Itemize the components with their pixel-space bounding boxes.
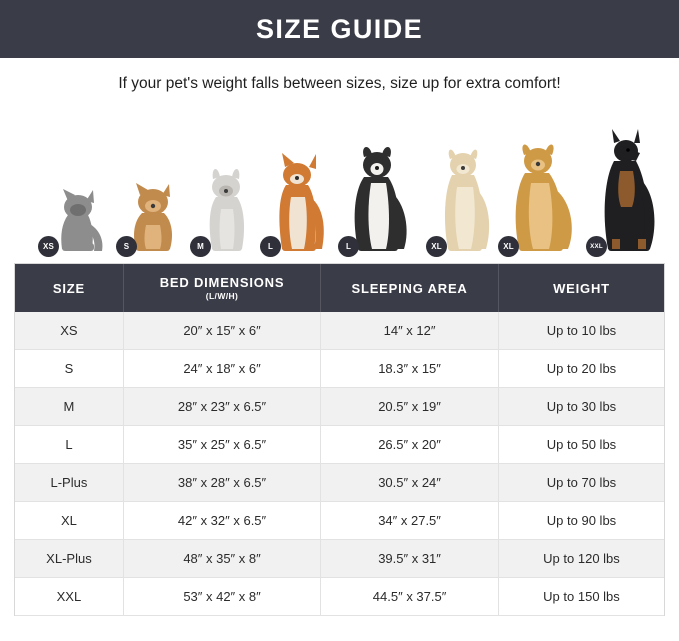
- cell-size: XXL: [15, 578, 123, 616]
- cell-dimensions: 38″ x 28″ x 6.5″: [123, 464, 320, 502]
- size-table: [15, 264, 664, 616]
- pet-m: [196, 163, 258, 255]
- cell-dimensions: 48″ x 35″ x 8″: [123, 540, 320, 578]
- table-header-row: [15, 264, 664, 312]
- cell-sleeping-area: 34″ x 27.5″: [321, 502, 499, 540]
- cell-sleeping-area: 26.5″ x 20″: [321, 426, 499, 464]
- cell-weight: Up to 120 lbs: [498, 540, 664, 578]
- pet-l-2: [344, 143, 418, 255]
- cat-icon: [44, 183, 110, 255]
- cell-sleeping-area: 18.3″ x 15″: [321, 350, 499, 388]
- subtitle-container: [0, 58, 679, 110]
- pet-xl-1: [432, 143, 498, 255]
- table-row: [15, 464, 664, 502]
- column-header-weight: [498, 264, 664, 312]
- cell-sleeping-area: 20.5″ x 19″: [321, 388, 499, 426]
- cell-weight: Up to 50 lbs: [498, 426, 664, 464]
- border-collie-icon: [344, 143, 418, 255]
- cell-size: M: [15, 388, 123, 426]
- cell-size: S: [15, 350, 123, 388]
- cell-dimensions: 24″ x 18″ x 6″: [123, 350, 320, 388]
- column-header-bed-dimensions-sub: (L/W/H): [205, 291, 239, 301]
- pet-l-1: [266, 153, 332, 255]
- cell-dimensions: 42″ x 32″ x 6.5″: [123, 502, 320, 540]
- pet-xs: [44, 183, 110, 255]
- column-header-size-label: SIZE: [52, 280, 85, 296]
- cell-sleeping-area: 39.5″ x 31″: [321, 540, 499, 578]
- cell-dimensions: 35″ x 25″ x 6.5″: [123, 426, 320, 464]
- cell-sleeping-area: 30.5″ x 24″: [321, 464, 499, 502]
- table-header: [15, 264, 664, 312]
- column-header-weight-label: WEIGHT: [553, 280, 610, 296]
- cell-size: L-Plus: [15, 464, 123, 502]
- cell-weight: Up to 20 lbs: [498, 350, 664, 388]
- header-banner: [0, 0, 679, 58]
- pet-size-badge: M: [190, 236, 211, 257]
- doberman-icon: [592, 129, 666, 255]
- french-bulldog-icon: [196, 163, 258, 255]
- pomeranian-icon: [122, 175, 184, 255]
- column-header-bed-dimensions: [123, 264, 320, 312]
- subtitle-text: If your pet's weight falls between sizes, size up for extra comfort!: [118, 75, 561, 92]
- cell-weight: Up to 10 lbs: [498, 312, 664, 350]
- column-header-size: [15, 264, 123, 312]
- cell-size: XL-Plus: [15, 540, 123, 578]
- table-row: [15, 312, 664, 350]
- cell-dimensions: 53″ x 42″ x 8″: [123, 578, 320, 616]
- pet-size-badge: L: [338, 236, 359, 257]
- cell-weight: Up to 150 lbs: [498, 578, 664, 616]
- table-row: [15, 540, 664, 578]
- shiba-inu-icon: [266, 153, 332, 255]
- cell-dimensions: 28″ x 23″ x 6.5″: [123, 388, 320, 426]
- cell-sleeping-area: 14″ x 12″: [321, 312, 499, 350]
- labrador-icon: [432, 143, 498, 255]
- pet-size-badge: XL: [498, 236, 519, 257]
- table-body: [15, 312, 664, 616]
- pet-size-badge: XL: [426, 236, 447, 257]
- pet-size-badge: XXL: [586, 236, 607, 257]
- cell-weight: Up to 30 lbs: [498, 388, 664, 426]
- cell-weight: Up to 70 lbs: [498, 464, 664, 502]
- cell-sleeping-area: 44.5″ x 37.5″: [321, 578, 499, 616]
- table-row: [15, 350, 664, 388]
- pet-xxl: [592, 129, 666, 255]
- pet-xl-2: [504, 137, 586, 255]
- column-header-sleeping-area: [321, 264, 499, 312]
- cell-dimensions: 20″ x 15″ x 6″: [123, 312, 320, 350]
- table-row: [15, 388, 664, 426]
- table-row: [15, 502, 664, 540]
- cell-size: XS: [15, 312, 123, 350]
- column-header-sleeping-area-label: SLEEPING AREA: [351, 280, 468, 296]
- pet-s: [122, 175, 184, 255]
- pet-size-badge: S: [116, 236, 137, 257]
- pet-size-badge: XS: [38, 236, 59, 257]
- table-row: [15, 578, 664, 616]
- size-table-container: [14, 263, 665, 616]
- pet-size-badge: L: [260, 236, 281, 257]
- pet-silhouette-row: [14, 110, 665, 255]
- golden-retriever-icon: [504, 137, 586, 255]
- cell-size: L: [15, 426, 123, 464]
- cell-weight: Up to 90 lbs: [498, 502, 664, 540]
- page-title: SIZE GUIDE: [255, 13, 424, 44]
- table-row: [15, 426, 664, 464]
- column-header-bed-dimensions-label: BED DIMENSIONS: [159, 275, 285, 290]
- cell-size: XL: [15, 502, 123, 540]
